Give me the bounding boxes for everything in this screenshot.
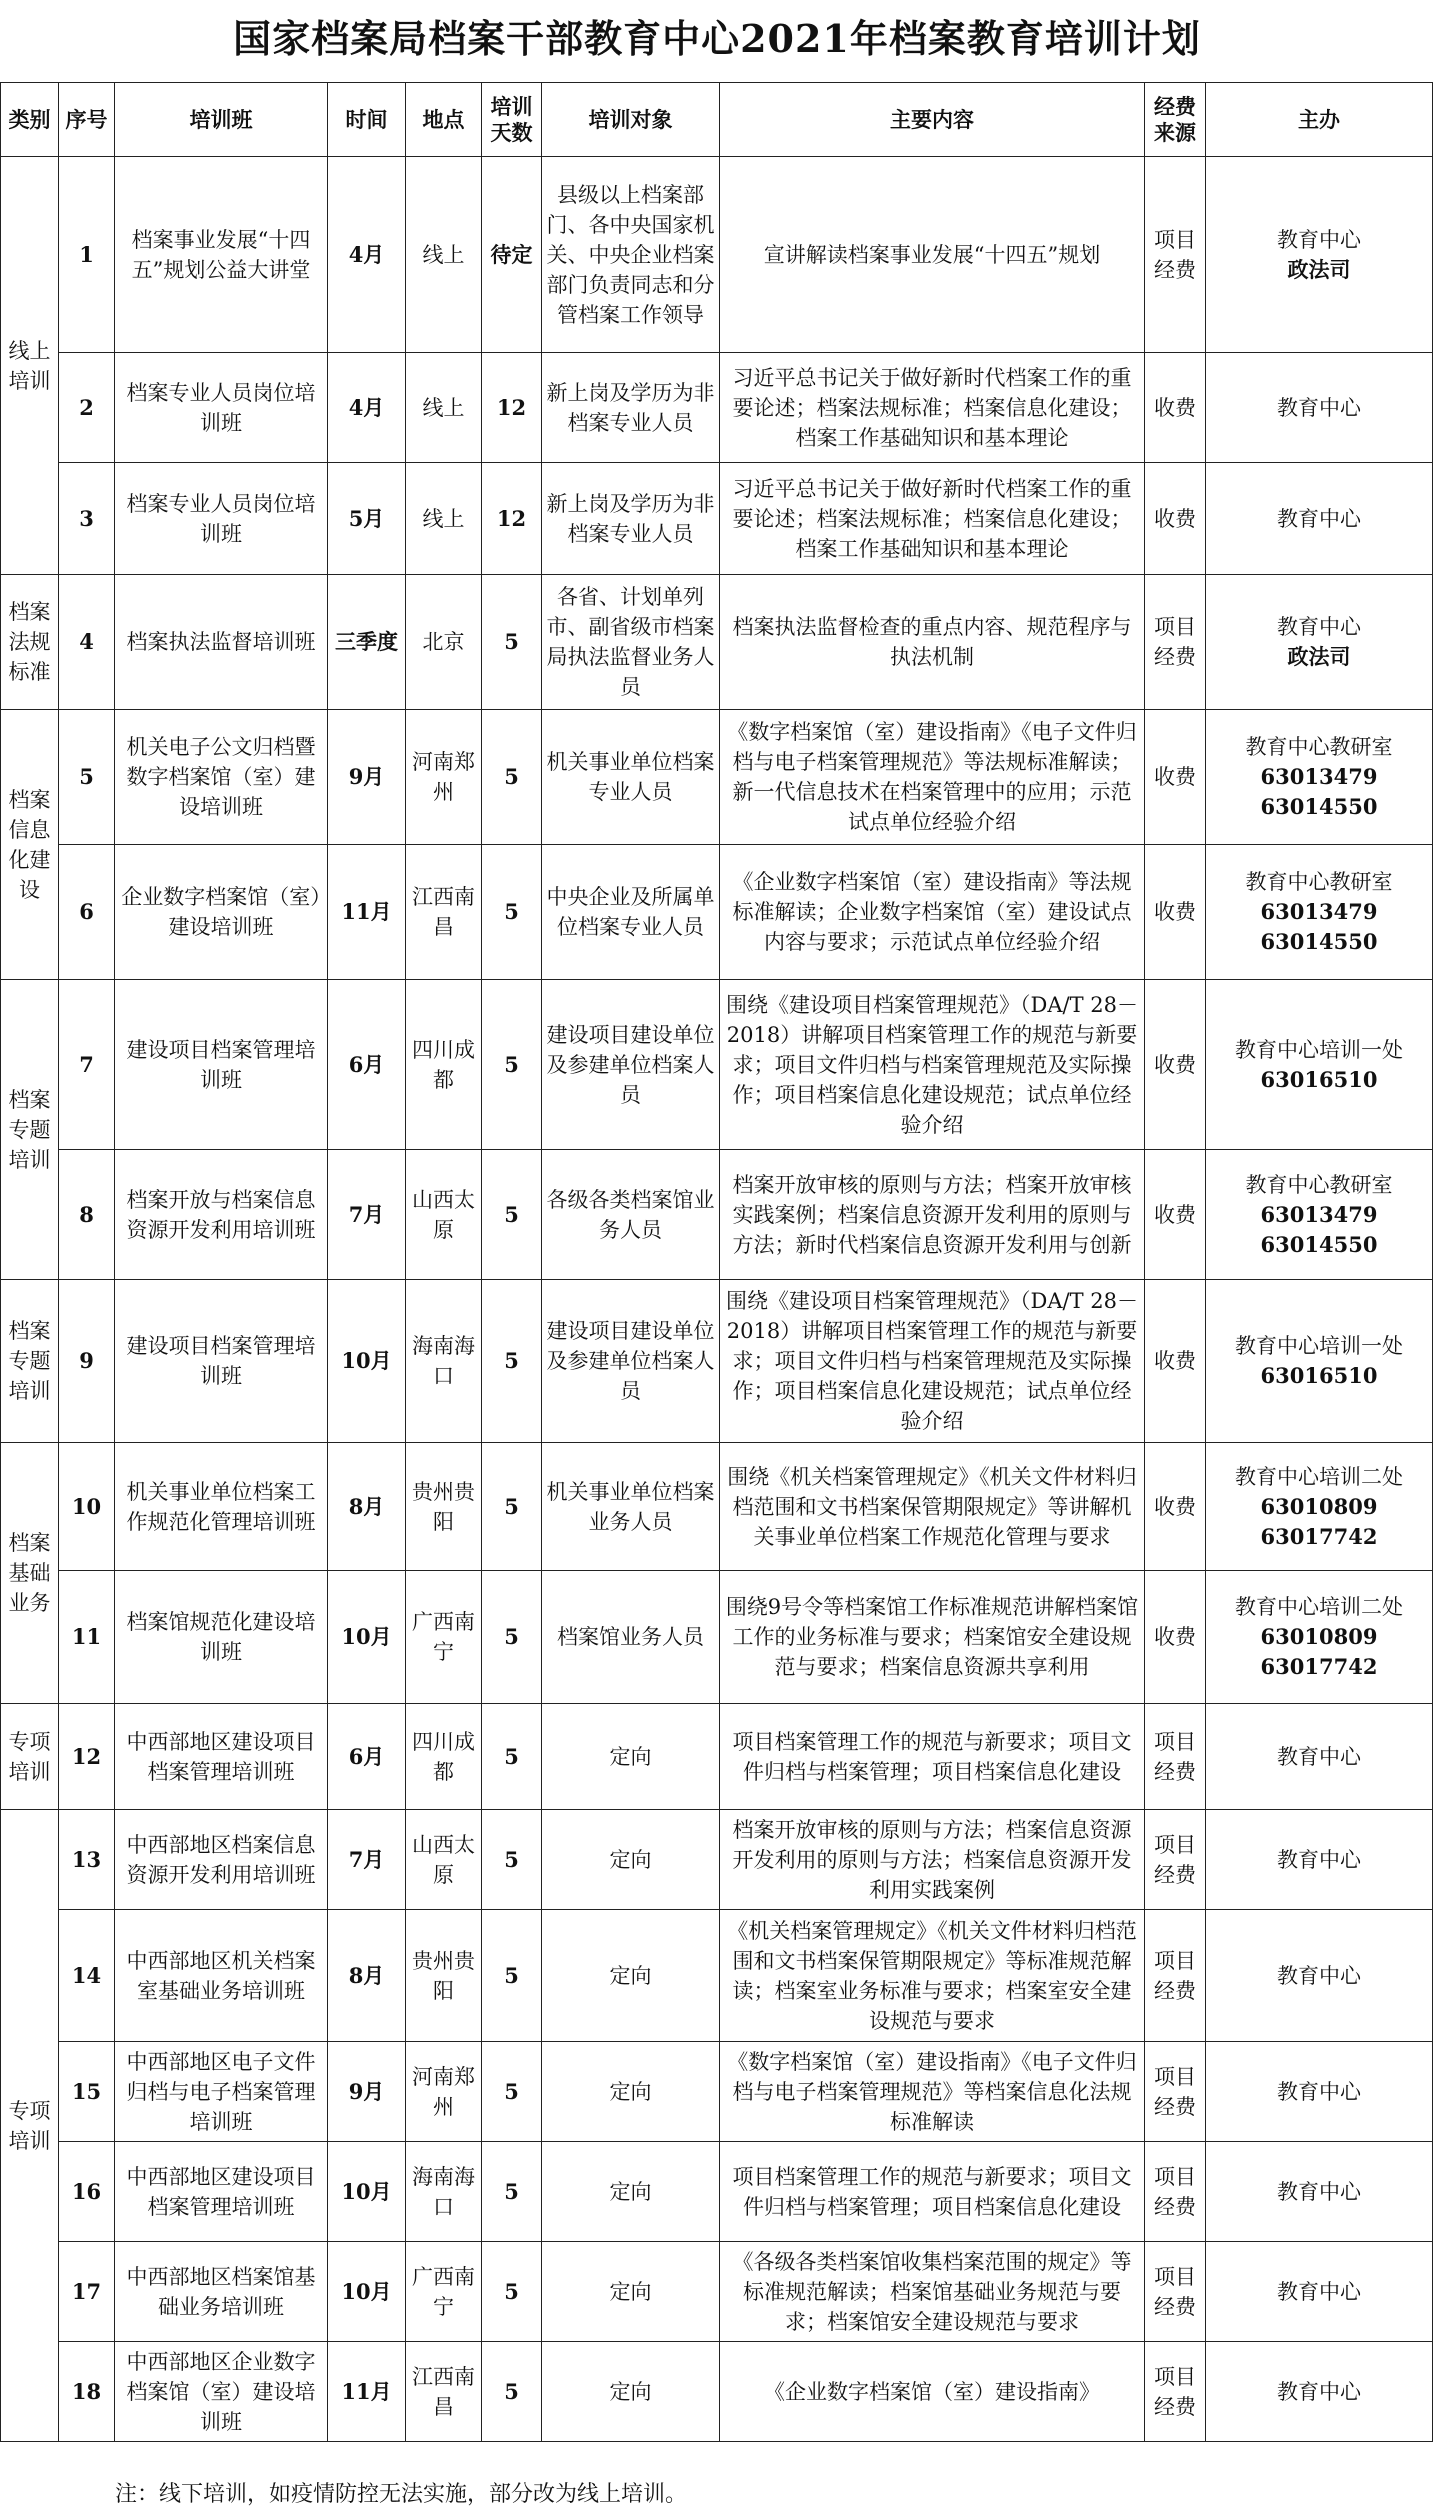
- time-cell: 8月: [328, 1443, 406, 1571]
- table-row: [1, 157, 1433, 353]
- content-cell: 档案执法监督检查的重点内容、规范程序与执法机制: [720, 575, 1145, 710]
- days-cell: 待定: [482, 157, 542, 353]
- table-row: [1, 2342, 1433, 2442]
- header-target: 培训对象: [542, 83, 720, 157]
- target-cell: 中央企业及所属单位档案专业人员: [542, 845, 720, 980]
- funding-cell: 收费: [1145, 710, 1206, 845]
- seq-cell: 16: [59, 2142, 115, 2242]
- seq-cell: 11: [59, 1571, 115, 1704]
- category-cell: 档案专题培训: [1, 1280, 59, 1443]
- header-course: 培训班: [115, 83, 328, 157]
- host-name: 教育中心培训二处: [1235, 1464, 1403, 1489]
- funding-cell: 项目经费: [1145, 1810, 1206, 1910]
- place-cell: 贵州贵阳: [406, 1910, 482, 2042]
- target-cell: 机关事业单位档案业务人员: [542, 1443, 720, 1571]
- header-days: 培训天数: [482, 83, 542, 157]
- host-cell: [1206, 710, 1433, 845]
- host-name: 教育中心: [1277, 615, 1361, 639]
- place-cell: 海南海口: [406, 1280, 482, 1443]
- time-cell: 6月: [328, 980, 406, 1150]
- days-cell: 5: [482, 1443, 542, 1571]
- target-cell: 定向: [542, 1704, 720, 1810]
- time-cell: 10月: [328, 1571, 406, 1704]
- content-cell: 《企业数字档案馆（室）建设指南》: [720, 2342, 1145, 2442]
- host-cell: [1206, 575, 1433, 710]
- seq-cell: 15: [59, 2042, 115, 2142]
- host-phone: 63013479: [1260, 899, 1378, 924]
- seq-cell: 12: [59, 1704, 115, 1810]
- days-cell: 5: [482, 575, 542, 710]
- days-cell: 5: [482, 1704, 542, 1810]
- host-cell: [1206, 1280, 1433, 1443]
- place-cell: 山西太原: [406, 1150, 482, 1280]
- content-cell: 档案开放审核的原则与方法；档案开放审核实践案例；档案信息资源开发利用的原则与方法；新时代档案信息资源开发利用与创新: [720, 1150, 1145, 1280]
- content-cell: 围绕《建设项目档案管理规范》（DA/T 28－2018）讲解项目档案管理工作的规范与新要求；项目文件归档与档案管理规范及实际操作；项目档案信息化建设规范；试点单位经验介绍: [720, 1280, 1145, 1443]
- course-cell: 档案专业人员岗位培训班: [115, 463, 328, 575]
- course-cell: 中西部地区电子文件归档与电子档案管理培训班: [115, 2042, 328, 2142]
- header-category: 类别: [1, 83, 59, 157]
- content-cell: 项目档案管理工作的规范与新要求；项目文件归档与档案管理；项目档案信息化建设: [720, 1704, 1145, 1810]
- seq-cell: 5: [59, 710, 115, 845]
- host-cell: [1206, 1443, 1433, 1571]
- table-row: [1, 1810, 1433, 1910]
- time-cell: 10月: [328, 2142, 406, 2242]
- course-cell: 中西部地区档案馆基础业务培训班: [115, 2242, 328, 2342]
- seq-cell: 18: [59, 2342, 115, 2442]
- target-cell: 定向: [542, 1910, 720, 2042]
- course-cell: 档案执法监督培训班: [115, 575, 328, 710]
- days-cell: 5: [482, 1280, 542, 1443]
- course-cell: 档案事业发展“十四五”规划公益大讲堂: [115, 157, 328, 353]
- place-cell: 河南郑州: [406, 710, 482, 845]
- host-name: 教育中心: [1277, 395, 1361, 420]
- content-cell: 《企业数字档案馆（室）建设指南》等法规标准解读；企业数字档案馆（室）建设试点内容与要求；示范试点单位经验介绍: [720, 845, 1145, 980]
- time-cell: 4月: [328, 157, 406, 353]
- host-cell: [1206, 845, 1433, 980]
- host-name: 教育中心: [1277, 1847, 1361, 1872]
- host-name: 教育中心: [1277, 2279, 1361, 2304]
- seq-cell: 2: [59, 353, 115, 463]
- seq-cell: 1: [59, 157, 115, 353]
- category-cell: 档案基础业务: [1, 1443, 59, 1704]
- host-phone: 63017742: [1260, 1523, 1378, 1549]
- content-cell: 围绕《建设项目档案管理规范》（DA/T 28－2018）讲解项目档案管理工作的规范与新要求；项目文件归档与档案管理规范及实际操作；项目档案信息化建设规范；试点单位经验介绍: [720, 980, 1145, 1150]
- target-cell: 各省、计划单列市、副省级市档案局执法监督业务人员: [542, 575, 720, 710]
- header-funding: 经费来源: [1145, 83, 1206, 157]
- days-cell: 5: [482, 710, 542, 845]
- host-cell: [1206, 1810, 1433, 1910]
- course-cell: 机关电子公文归档暨数字档案馆（室）建设培训班: [115, 710, 328, 845]
- content-cell: 围绕9号令等档案馆工作标准规范讲解档案馆工作的业务标准与要求；档案馆安全建设规范与要求；档案信息资源共享利用: [720, 1571, 1145, 1704]
- place-cell: 线上: [406, 157, 482, 353]
- host-phone: 63014550: [1260, 929, 1378, 954]
- table-row: [1, 575, 1433, 710]
- course-cell: 档案专业人员岗位培训班: [115, 353, 328, 463]
- time-cell: 5月: [328, 463, 406, 575]
- days-cell: 12: [482, 353, 542, 463]
- target-cell: 定向: [542, 1810, 720, 1910]
- host-cell: [1206, 353, 1433, 463]
- time-cell: 11月: [328, 2342, 406, 2442]
- host-phone: 63014550: [1260, 1231, 1378, 1257]
- header-time: 时间: [328, 83, 406, 157]
- place-cell: 四川成都: [406, 980, 482, 1150]
- course-cell: 中西部地区机关档案室基础业务培训班: [115, 1910, 328, 2042]
- host-cell: [1206, 1150, 1433, 1280]
- days-cell: 5: [482, 1150, 542, 1280]
- funding-cell: 项目经费: [1145, 2142, 1206, 2242]
- place-cell: 广西南宁: [406, 1571, 482, 1704]
- content-cell: 档案开放审核的原则与方法；档案信息资源开发利用的原则与方法；档案信息资源开发利用实践案例: [720, 1810, 1145, 1910]
- seq-cell: 14: [59, 1910, 115, 2042]
- content-cell: 习近平总书记关于做好新时代档案工作的重要论述；档案法规标准；档案信息化建设；档案工作基础知识和基本理论: [720, 353, 1145, 463]
- course-cell: 建设项目档案管理培训班: [115, 1280, 328, 1443]
- target-cell: 新上岗及学历为非档案专业人员: [542, 353, 720, 463]
- time-cell: 9月: [328, 710, 406, 845]
- host-phone: 63016510: [1260, 1363, 1378, 1388]
- host-phone: 63013479: [1260, 1201, 1378, 1227]
- table-row: [1, 1443, 1433, 1571]
- course-cell: 机关事业单位档案工作规范化管理培训班: [115, 1443, 328, 1571]
- seq-cell: 4: [59, 575, 115, 710]
- page-title: 国家档案局档案干部教育中心2021年档案教育培训计划: [233, 16, 1201, 61]
- time-cell: 6月: [328, 1704, 406, 1810]
- table-row: [1, 710, 1433, 845]
- content-cell: 宣讲解读档案事业发展“十四五”规划: [720, 157, 1145, 353]
- host-phone: 政法司: [1287, 644, 1351, 669]
- host-name: 教育中心: [1277, 227, 1361, 252]
- days-cell: 5: [482, 2242, 542, 2342]
- funding-cell: 项目经费: [1145, 2342, 1206, 2442]
- host-cell: [1206, 980, 1433, 1150]
- place-cell: 江西南昌: [406, 845, 482, 980]
- funding-cell: 收费: [1145, 353, 1206, 463]
- table-row: [1, 845, 1433, 980]
- place-cell: 海南海口: [406, 2142, 482, 2242]
- content-cell: 习近平总书记关于做好新时代档案工作的重要论述；档案法规标准；档案信息化建设；档案工作基础知识和基本理论: [720, 463, 1145, 575]
- funding-cell: 收费: [1145, 845, 1206, 980]
- place-cell: 四川成都: [406, 1704, 482, 1810]
- seq-cell: 7: [59, 980, 115, 1150]
- content-cell: 围绕《机关档案管理规定》《机关文件材料归档范围和文书档案保管期限规定》等讲解机关事业单位档案工作规范化管理与要求: [720, 1443, 1145, 1571]
- host-phone: 63010809: [1260, 1493, 1378, 1519]
- host-phone: 63013479: [1260, 764, 1378, 789]
- funding-cell: 收费: [1145, 1280, 1206, 1443]
- target-cell: 建设项目建设单位及参建单位档案人员: [542, 980, 720, 1150]
- content-cell: 项目档案管理工作的规范与新要求；项目文件归档与档案管理；项目档案信息化建设: [720, 2142, 1145, 2242]
- table-row: [1, 1910, 1433, 2042]
- funding-cell: 收费: [1145, 463, 1206, 575]
- table-row: [1, 1571, 1433, 1704]
- seq-cell: 8: [59, 1150, 115, 1280]
- days-cell: 12: [482, 463, 542, 575]
- place-cell: 贵州贵阳: [406, 1443, 482, 1571]
- time-cell: 9月: [328, 2042, 406, 2142]
- seq-cell: 9: [59, 1280, 115, 1443]
- course-cell: 档案馆规范化建设培训班: [115, 1571, 328, 1704]
- course-cell: 中西部地区建设项目档案管理培训班: [115, 2142, 328, 2242]
- target-cell: 机关事业单位档案专业人员: [542, 710, 720, 845]
- table-row: [1, 980, 1433, 1150]
- place-cell: 北京: [406, 575, 482, 710]
- host-name: 教育中心教研室: [1245, 1172, 1393, 1197]
- category-cell: 线上培训: [1, 157, 59, 575]
- table-body: [1, 157, 1433, 2442]
- time-cell: 7月: [328, 1150, 406, 1280]
- funding-cell: 项目经费: [1145, 2242, 1206, 2342]
- header-content: 主要内容: [720, 83, 1145, 157]
- table-row: [1, 1150, 1433, 1280]
- host-cell: [1206, 2342, 1433, 2442]
- seq-cell: 3: [59, 463, 115, 575]
- table-row: [1, 353, 1433, 463]
- host-name: 教育中心: [1277, 506, 1361, 531]
- time-cell: 三季度: [328, 575, 406, 710]
- category-cell: 档案专题培训: [1, 980, 59, 1280]
- time-cell: 4月: [328, 353, 406, 463]
- table-row: [1, 1280, 1433, 1443]
- host-phone: 63010809: [1260, 1624, 1378, 1649]
- place-cell: 线上: [406, 463, 482, 575]
- host-name: 教育中心: [1277, 2179, 1361, 2204]
- host-name: 教育中心: [1277, 1963, 1361, 1988]
- days-cell: 5: [482, 2342, 542, 2442]
- header-row: [1, 83, 1433, 157]
- place-cell: 线上: [406, 353, 482, 463]
- host-phone: 63014550: [1260, 794, 1378, 819]
- funding-cell: 项目经费: [1145, 1910, 1206, 2042]
- seq-cell: 17: [59, 2242, 115, 2342]
- target-cell: 档案馆业务人员: [542, 1571, 720, 1704]
- target-cell: 各级各类档案馆业务人员: [542, 1150, 720, 1280]
- days-cell: 5: [482, 1910, 542, 2042]
- training-plan-table: [0, 82, 1433, 2442]
- target-cell: 定向: [542, 2342, 720, 2442]
- table-row: [1, 2242, 1433, 2342]
- place-cell: 广西南宁: [406, 2242, 482, 2342]
- host-name: 教育中心: [1277, 1744, 1361, 1769]
- time-cell: 11月: [328, 845, 406, 980]
- place-cell: 山西太原: [406, 1810, 482, 1910]
- host-cell: [1206, 2242, 1433, 2342]
- table-row: [1, 2142, 1433, 2242]
- category-cell: 专项培训: [1, 1810, 59, 2442]
- host-cell: [1206, 2042, 1433, 2142]
- funding-cell: 收费: [1145, 1150, 1206, 1280]
- content-cell: 《各级各类档案馆收集档案范围的规定》等标准规范解读；档案馆基础业务规范与要求；档案馆安全建设规范与要求: [720, 2242, 1145, 2342]
- category-cell: 档案信息化建设: [1, 710, 59, 980]
- host-cell: [1206, 2142, 1433, 2242]
- header-seq: 序号: [59, 83, 115, 157]
- course-cell: 中西部地区档案信息资源开发利用培训班: [115, 1810, 328, 1910]
- host-cell: [1206, 157, 1433, 353]
- time-cell: 8月: [328, 1910, 406, 2042]
- seq-cell: 10: [59, 1443, 115, 1571]
- place-cell: 河南郑州: [406, 2042, 482, 2142]
- host-name: 教育中心教研室: [1245, 870, 1393, 894]
- course-cell: 档案开放与档案信息资源开发利用培训班: [115, 1150, 328, 1280]
- table-row: [1, 2042, 1433, 2142]
- table-row: [1, 1704, 1433, 1810]
- days-cell: 5: [482, 980, 542, 1150]
- host-name: 教育中心培训一处: [1235, 1334, 1403, 1358]
- host-phone: 63016510: [1260, 1066, 1378, 1092]
- days-cell: 5: [482, 1810, 542, 1910]
- days-cell: 5: [482, 2042, 542, 2142]
- host-cell: [1206, 463, 1433, 575]
- funding-cell: 收费: [1145, 1443, 1206, 1571]
- course-cell: 中西部地区建设项目档案管理培训班: [115, 1704, 328, 1810]
- target-cell: 建设项目建设单位及参建单位档案人员: [542, 1280, 720, 1443]
- footnote: 注：线下培训，如疫情防控无法实施，部分改为线上培训。: [115, 2482, 688, 2507]
- course-cell: 建设项目档案管理培训班: [115, 980, 328, 1150]
- host-name: 教育中心: [1277, 2379, 1361, 2404]
- host-name: 教育中心培训二处: [1235, 1595, 1403, 1619]
- funding-cell: 项目经费: [1145, 1704, 1206, 1810]
- host-name: 教育中心教研室: [1245, 735, 1393, 759]
- target-cell: 定向: [542, 2242, 720, 2342]
- days-cell: 5: [482, 845, 542, 980]
- target-cell: 定向: [542, 2042, 720, 2142]
- funding-cell: 收费: [1145, 980, 1206, 1150]
- funding-cell: 项目经费: [1145, 2042, 1206, 2142]
- host-phone: 63017742: [1260, 1654, 1378, 1679]
- seq-cell: 13: [59, 1810, 115, 1910]
- host-name: 教育中心: [1277, 2079, 1361, 2104]
- place-cell: 江西南昌: [406, 2342, 482, 2442]
- days-cell: 5: [482, 2142, 542, 2242]
- host-cell: [1206, 1571, 1433, 1704]
- target-cell: 新上岗及学历为非档案专业人员: [542, 463, 720, 575]
- time-cell: 10月: [328, 2242, 406, 2342]
- time-cell: 7月: [328, 1810, 406, 1910]
- header-place: 地点: [406, 83, 482, 157]
- funding-cell: 项目经费: [1145, 157, 1206, 353]
- host-phone: 政法司: [1287, 256, 1351, 282]
- course-cell: 企业数字档案馆（室）建设培训班: [115, 845, 328, 980]
- funding-cell: 收费: [1145, 1571, 1206, 1704]
- time-cell: 10月: [328, 1280, 406, 1443]
- content-cell: 《机关档案管理规定》《机关文件材料归档范围和文书档案保管期限规定》等标准规范解读；档案室业务标准与要求；档案室安全建设规范与要求: [720, 1910, 1145, 2042]
- host-cell: [1206, 1704, 1433, 1810]
- category-cell: 专项培训: [1, 1704, 59, 1810]
- table-row: [1, 463, 1433, 575]
- course-cell: 中西部地区企业数字档案馆（室）建设培训班: [115, 2342, 328, 2442]
- days-cell: 5: [482, 1571, 542, 1704]
- header-host: 主办: [1206, 83, 1433, 157]
- host-name: 教育中心培训一处: [1235, 1037, 1403, 1062]
- host-cell: [1206, 1910, 1433, 2042]
- content-cell: 《数字档案馆（室）建设指南》《电子文件归档与电子档案管理规范》等档案信息化法规标准解读: [720, 2042, 1145, 2142]
- target-cell: 县级以上档案部门、各中央国家机关、中央企业档案部门负责同志和分管档案工作领导: [542, 157, 720, 353]
- funding-cell: 项目经费: [1145, 575, 1206, 710]
- category-cell: 档案法规标准: [1, 575, 59, 710]
- target-cell: 定向: [542, 2142, 720, 2242]
- content-cell: 《数字档案馆（室）建设指南》《电子文件归档与电子档案管理规范》等法规标准解读；新一代信息技术在档案管理中的应用；示范试点单位经验介绍: [720, 710, 1145, 845]
- seq-cell: 6: [59, 845, 115, 980]
